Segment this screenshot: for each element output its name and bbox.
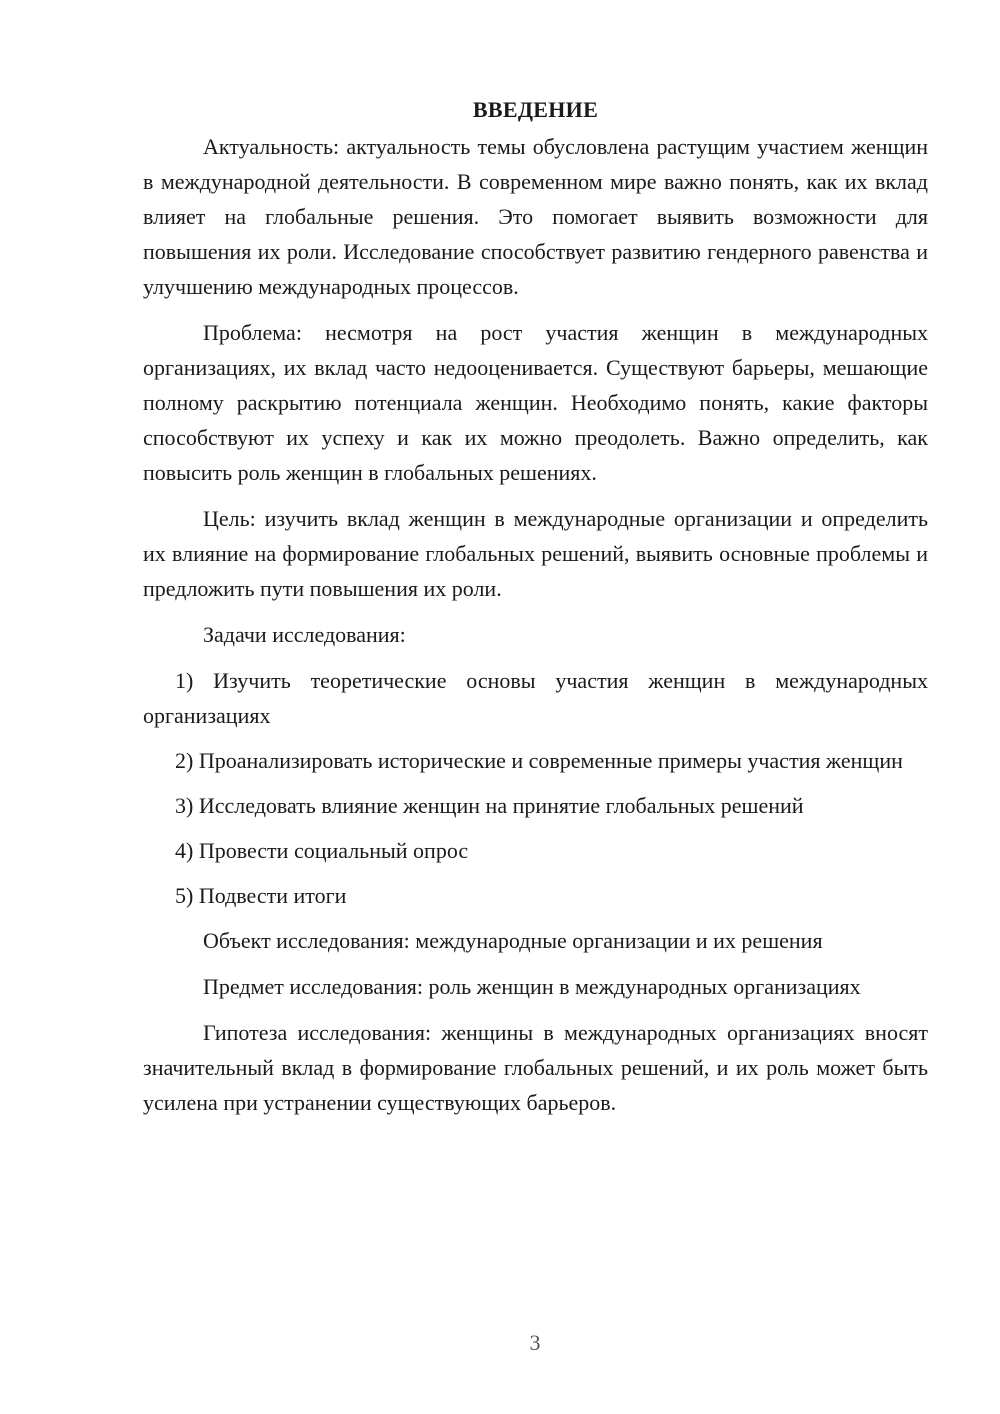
- paragraph-object: Объект исследования: международные организации и их решения: [203, 928, 823, 953]
- paragraph-goal: Цель: изучить вклад женщин в международные организации и определить их влияние на формирование глобальных решений, выявить основные проблемы и предложить пути повышения их роли.: [143, 506, 928, 601]
- task-item-2: 2) Проанализировать исторические и современные примеры участия женщин: [175, 748, 903, 773]
- task-item-4: 4) Провести социальный опрос: [175, 838, 469, 863]
- task-item-3: 3) Исследовать влияние женщин на принятие глобальных решений: [175, 793, 804, 818]
- tasks-heading: Задачи исследования:: [203, 622, 406, 647]
- paragraph-relevance: Актуальность: актуальность темы обусловлена растущим участием женщин в международной деятельности. В современном мире важно понять, как их вклад влияет на глобальные решения. Это помогает выявить возможности для повышения их роли. Исследование способствует развитию гендерного равенства и улучшению международных процессов.: [143, 134, 928, 299]
- page-number: 3: [529, 1330, 541, 1355]
- task-item-1: 1) Изучить теоретические основы участия женщин в международных организациях: [143, 668, 928, 728]
- paragraph-subject: Предмет исследования: роль женщин в международных организациях: [203, 974, 861, 999]
- paragraph-problem: Проблема: несмотря на рост участия женщин в международных организациях, их вклад часто недооценивается. Существуют барьеры, мешающие полному раскрытию потенциала женщин. Необходимо понять, какие факторы способствуют их успеху и как их можно преодолеть. Важно определить, как повысить роль женщин в глобальных решениях.: [143, 320, 928, 485]
- document-page: [143, 92, 928, 1131]
- task-item-5: 5) Подвести итоги: [175, 883, 347, 908]
- paragraph-hypothesis: Гипотеза исследования: женщины в международных организациях вносят значительный вклад в формирование глобальных решений, и их роль может быть усилена при устранении существующих барьеров.: [143, 1020, 928, 1115]
- page-title: ВВЕДЕНИЕ: [472, 97, 599, 122]
